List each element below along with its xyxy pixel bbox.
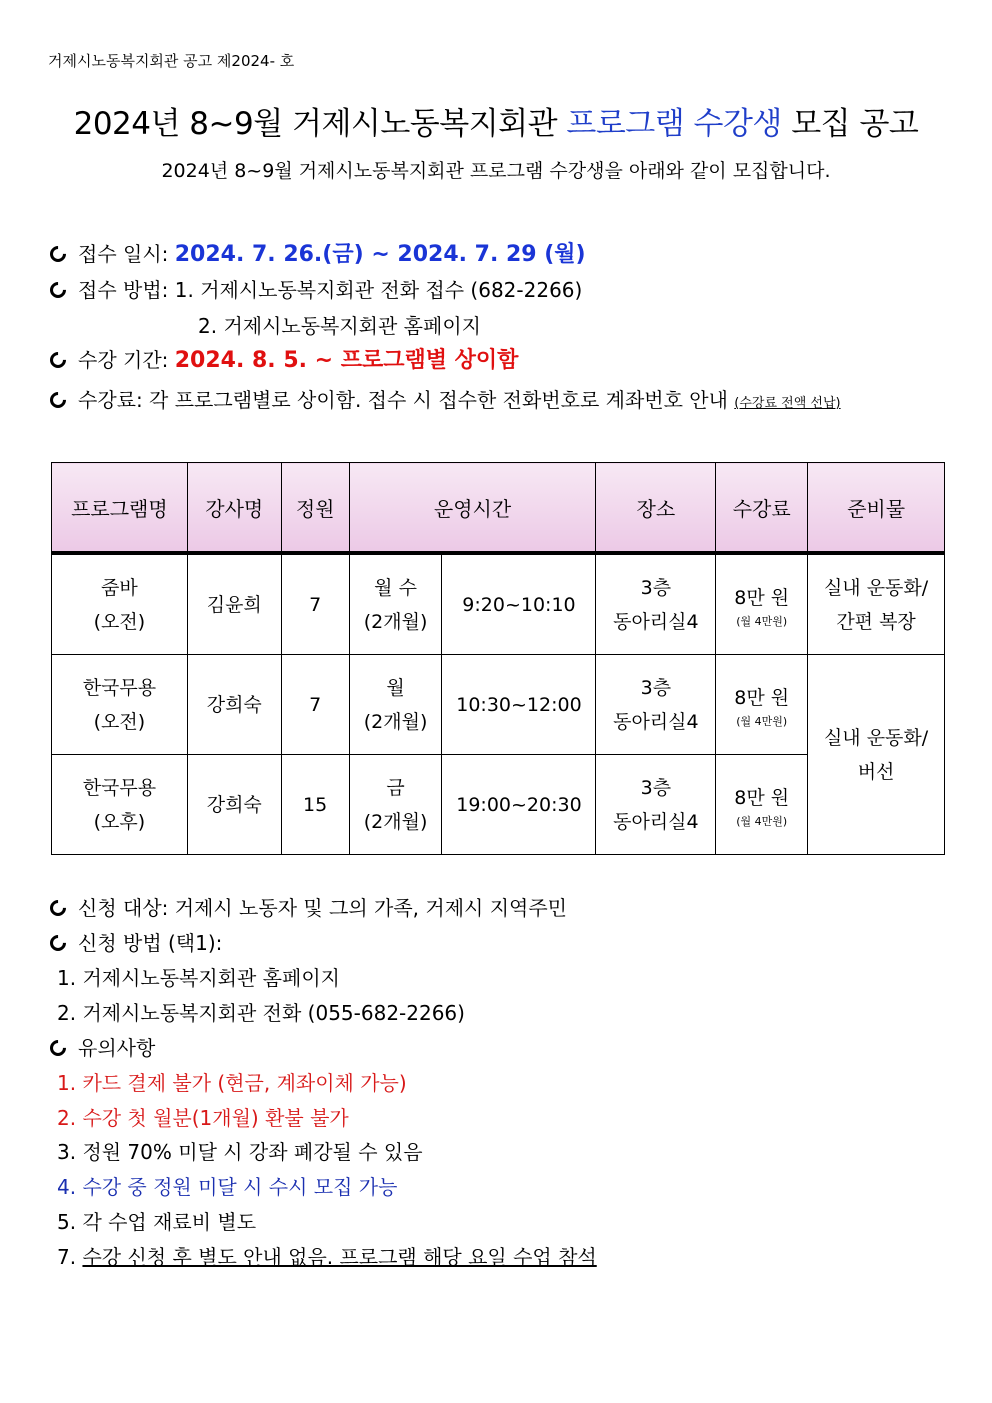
header-program: 프로그램명	[52, 463, 188, 554]
note-item-3: 3. 정원 70% 미달 시 강좌 폐강될 수 있음	[57, 1140, 423, 1164]
fee-text: 수강료: 각 프로그램별로 상이함. 접수 시 접수한 전화번호로 계좌번호 안내	[78, 388, 728, 412]
fee-sub: (월 4만원)	[736, 814, 788, 828]
header-place: 장소	[596, 463, 716, 554]
days-1: 월	[386, 676, 405, 699]
days-1: 월 수	[374, 576, 417, 599]
table-header-row	[52, 463, 945, 554]
period-value: 2024. 8. 5. ~ 프로그램별 상이함	[174, 348, 519, 373]
place-1: 3층	[640, 776, 672, 799]
time: 19:00~20:30	[442, 755, 596, 855]
place-2: 동아리실4	[613, 810, 699, 833]
page-title	[0, 98, 992, 143]
note-last-text: 수강 신청 후 별도 안내 없음. 프로그램 해당 요일 수업 참석	[82, 1245, 597, 1269]
apply-target-line	[50, 892, 567, 921]
title-suffix: 모집 공고	[781, 106, 919, 142]
reception-method-label: 접수 방법:	[78, 278, 169, 302]
fee-main: 8만 원	[734, 686, 790, 709]
note-item-5: 5. 각 수업 재료비 별도	[57, 1210, 257, 1234]
program-name-2: (오후)	[93, 810, 146, 833]
circle-bullet-icon	[47, 932, 70, 955]
note-item-last	[57, 1241, 597, 1270]
capacity: 7	[281, 553, 349, 655]
days	[349, 655, 442, 755]
days-2: (2개월)	[363, 610, 428, 633]
prep	[808, 553, 945, 655]
circle-bullet-icon	[47, 243, 70, 266]
circle-bullet-icon	[47, 1037, 70, 1060]
header-fee: 수강료	[716, 463, 808, 554]
days	[349, 553, 442, 655]
table-row	[52, 655, 945, 755]
instructor: 강희숙	[187, 755, 281, 855]
reception-method-2: 2. 거제시노동복지회관 홈페이지	[198, 314, 481, 338]
apply-method-label: 신청 방법 (택1):	[78, 931, 223, 955]
header-prep: 준비물	[808, 463, 945, 554]
title-prefix: 2024년 8~9월 거제시노동복지회관	[73, 106, 567, 142]
reception-method-1: 1. 거제시노동복지회관 전화 접수 (682-2266)	[174, 278, 583, 302]
fee	[716, 755, 808, 855]
circle-bullet-icon	[47, 279, 70, 302]
program-name-1: 줌바	[101, 576, 138, 599]
instructor: 김윤희	[187, 553, 281, 655]
fee	[716, 553, 808, 655]
prep-2: 버선	[857, 760, 895, 783]
capacity: 15	[281, 755, 349, 855]
prep-1: 실내 운동화/	[823, 726, 929, 749]
note-item-2: 2. 수강 첫 월분(1개월) 환불 불가	[57, 1106, 349, 1130]
program-name	[52, 655, 188, 755]
fee	[716, 655, 808, 755]
fee-sub: (월 4만원)	[736, 714, 788, 728]
note-last-prefix: 7.	[57, 1245, 83, 1269]
program-name-1: 한국무용	[82, 776, 157, 799]
circle-bullet-icon	[47, 349, 70, 372]
fee-note: (수강료 전액 선납)	[734, 396, 841, 411]
period-line	[50, 343, 518, 374]
reception-date-line	[50, 237, 586, 268]
program-name	[52, 755, 188, 855]
place	[596, 755, 716, 855]
days-2: (2개월)	[363, 710, 428, 733]
place-1: 3층	[640, 676, 672, 699]
fee-line	[50, 384, 841, 413]
place	[596, 655, 716, 755]
page-subtitle: 2024년 8~9월 거제시노동복지회관 프로그램 수강생을 아래와 같이 모집합니다.	[161, 160, 831, 182]
program-name	[52, 553, 188, 655]
program-name-2: (오전)	[93, 710, 146, 733]
program-table	[51, 462, 945, 855]
place	[596, 553, 716, 655]
apply-method-1: 1. 거제시노동복지회관 홈페이지	[57, 966, 340, 990]
period-label: 수강 기간:	[78, 348, 169, 372]
program-name-2: (오전)	[93, 610, 146, 633]
days	[349, 755, 442, 855]
apply-method-line	[50, 927, 222, 956]
fee-sub: (월 4만원)	[736, 614, 788, 628]
place-2: 동아리실4	[613, 710, 699, 733]
reception-date-value: 2024. 7. 26.(금) ~ 2024. 7. 29 (월)	[174, 242, 586, 267]
time: 9:20~10:10	[442, 553, 596, 655]
header-instructor: 강사명	[187, 463, 281, 554]
circle-bullet-icon	[47, 897, 70, 920]
apply-target: 신청 대상: 거제시 노동자 및 그의 가족, 거제시 지역주민	[78, 896, 567, 920]
prep	[808, 655, 945, 855]
header-capacity: 정원	[281, 463, 349, 554]
program-name-1: 한국무용	[82, 676, 157, 699]
place-1: 3층	[640, 576, 672, 599]
reception-date-label: 접수 일시:	[78, 242, 169, 266]
prep-1: 실내 운동화/	[823, 576, 929, 599]
notes-label: 유의사항	[78, 1036, 156, 1060]
fee-main: 8만 원	[734, 786, 790, 809]
fee-main: 8만 원	[734, 586, 790, 609]
prep-2: 간편 복장	[836, 610, 916, 633]
days-2: (2개월)	[363, 810, 428, 833]
note-item-1: 1. 카드 결제 불가 (현금, 계좌이체 가능)	[57, 1071, 407, 1095]
note-item-4: 4. 수강 중 정원 미달 시 수시 모집 가능	[57, 1175, 398, 1199]
instructor: 강희숙	[187, 655, 281, 755]
header-time: 운영시간	[349, 463, 596, 554]
capacity: 7	[281, 655, 349, 755]
notice-number: 거제시노동복지회관 공고 제2024- 호	[48, 52, 295, 70]
reception-method-line	[50, 274, 582, 303]
apply-method-2: 2. 거제시노동복지회관 전화 (055-682-2266)	[57, 1001, 465, 1025]
circle-bullet-icon	[47, 389, 70, 412]
title-highlight: 프로그램 수강생	[566, 106, 782, 142]
days-1: 금	[386, 776, 405, 799]
place-2: 동아리실4	[613, 610, 699, 633]
notes-line	[50, 1032, 155, 1061]
table-row	[52, 553, 945, 655]
time: 10:30~12:00	[442, 655, 596, 755]
